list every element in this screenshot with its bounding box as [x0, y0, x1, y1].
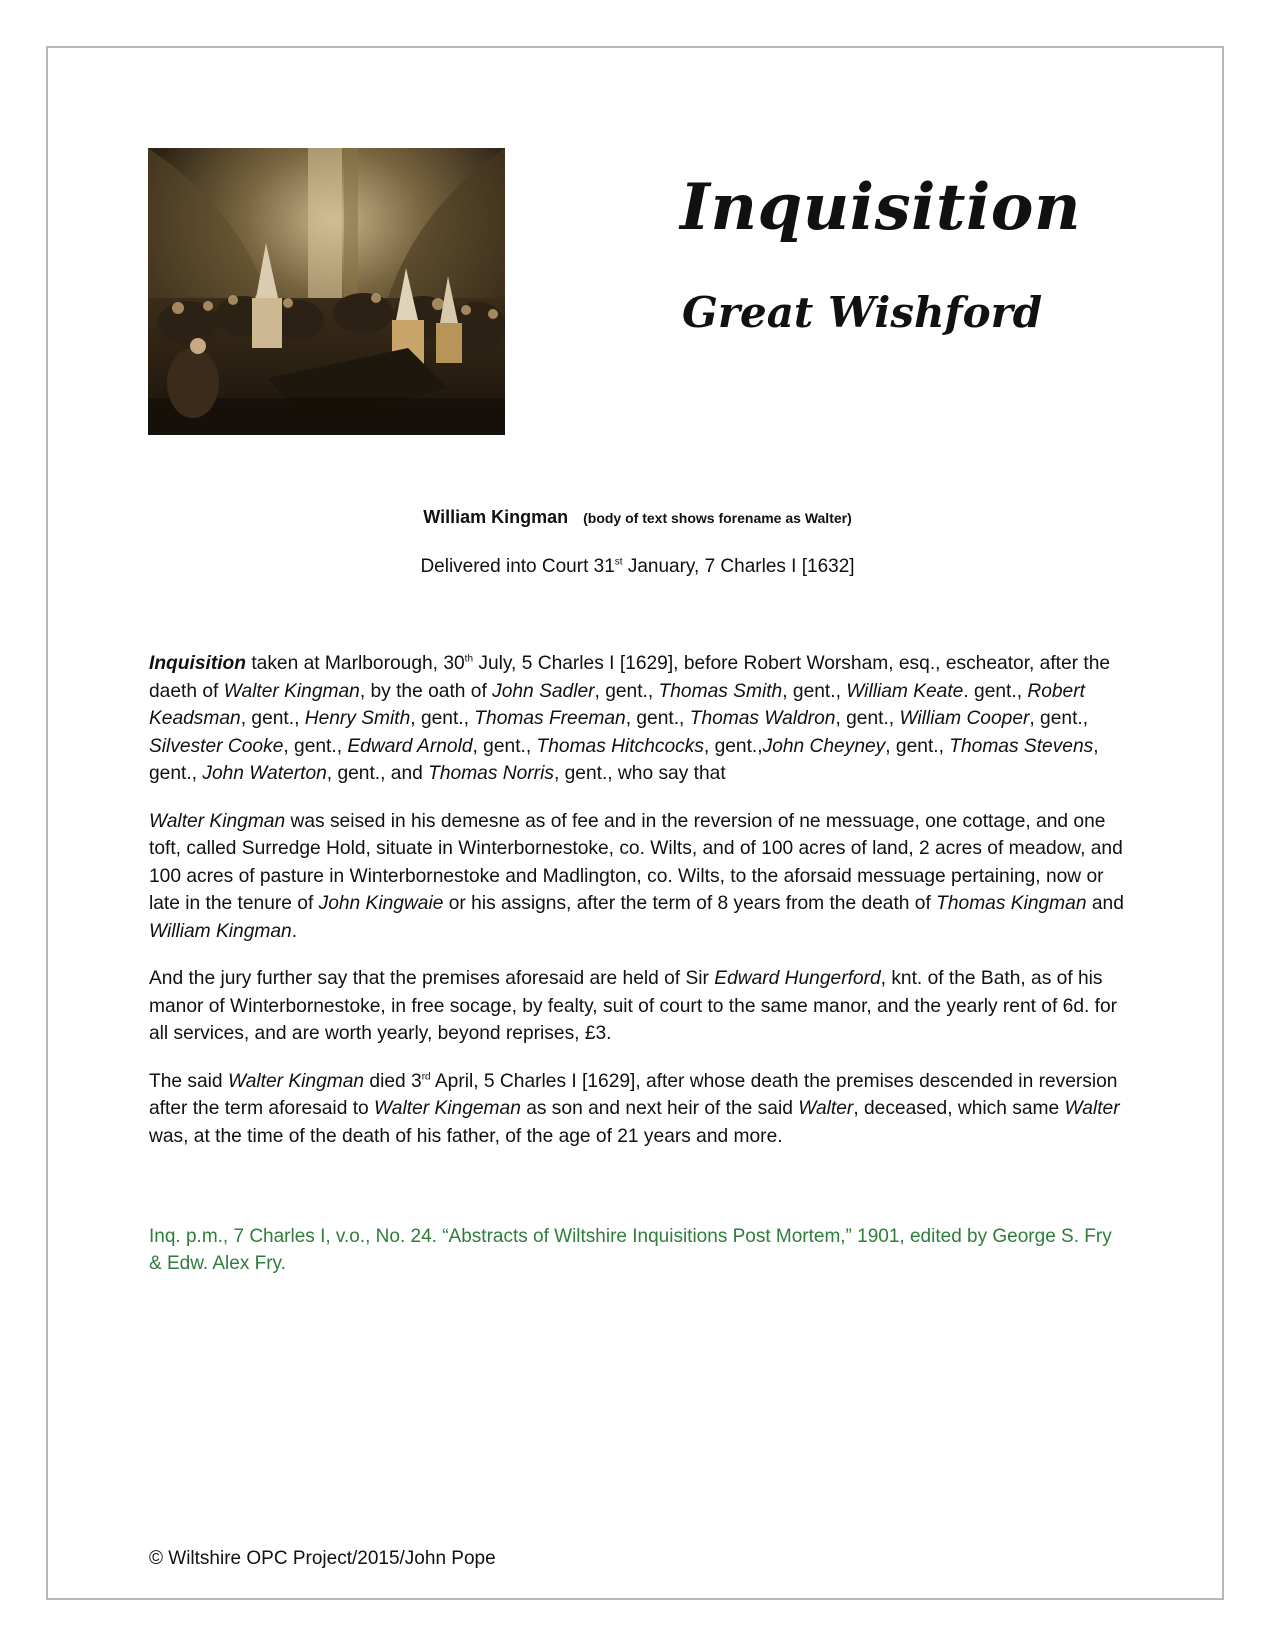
inquisition-painting	[148, 148, 505, 435]
text-run: Thomas Stevens	[949, 735, 1094, 757]
text-run: , gent.,	[703, 735, 763, 757]
text-run: Thomas Freeman	[474, 708, 626, 729]
text-run: , gent.,	[782, 680, 847, 702]
text-run: Thomas Kingman	[936, 893, 1087, 914]
record-heading	[0, 507, 1275, 528]
text-run: as son and next heir of the said	[520, 1098, 799, 1119]
copyright-notice: © Wiltshire OPC Project/2015/John Pope	[149, 1548, 496, 1569]
text-run: Thomas Smith	[658, 680, 783, 702]
text-run: William Keate	[846, 680, 964, 702]
document-body	[149, 650, 1129, 1170]
text-run: Thomas Waldron	[689, 708, 836, 729]
text-run: , gent.,	[625, 708, 690, 729]
text-run: John Cheyney	[762, 735, 886, 757]
text-run: Walter Kingman	[149, 810, 286, 832]
delivered-text-rest: January, 7 Charles I [1632]	[622, 556, 855, 577]
delivered-ordinal: st	[614, 556, 623, 568]
paragraph-death	[149, 1068, 1129, 1151]
text-run: And the jury further say that the premises aforesaid are held of Sir	[149, 968, 715, 989]
text-run: William Cooper	[899, 708, 1030, 729]
record-name-note: (body of text shows forename as Walter)	[583, 510, 852, 526]
text-run: Walter Kingman	[227, 1070, 365, 1092]
text-run: Silvester Cooke	[149, 735, 284, 757]
text-run: William Kingman	[149, 920, 292, 942]
text-run: , gent., who say that	[553, 763, 726, 784]
paragraph-seisin	[149, 808, 1129, 946]
text-run: or his assigns, after the term of 8 years from the death of	[443, 893, 937, 914]
text-run: Walter	[1064, 1098, 1120, 1119]
text-run: , gent.,	[410, 708, 475, 729]
text-run: rd	[421, 1071, 431, 1083]
text-run: and	[1086, 893, 1124, 914]
text-run: died 3	[364, 1070, 422, 1092]
text-run: John Kingwaie	[318, 893, 444, 914]
text-run: April, 5 Charles I [1629], after whose death the premises descended in reversion after the term aforesaid to	[149, 1070, 1118, 1119]
text-run: Inquisition	[149, 653, 246, 674]
paragraph-inquisition	[149, 650, 1129, 788]
text-run: The said	[149, 1070, 228, 1092]
text-run: John Waterton	[202, 763, 327, 784]
text-run: , gent.,	[472, 735, 537, 757]
text-run: , gent.,	[240, 708, 305, 729]
text-run: John Sadler	[492, 680, 595, 702]
text-run: July, 5 Charles I [1629], before Robert Worsham, esq., escheator, after the daeth of	[149, 653, 1111, 702]
page-title: Inquisition	[680, 170, 1081, 245]
text-run: Henry Smith	[304, 708, 411, 729]
text-run: Walter	[798, 1098, 854, 1119]
text-run: , gent.,	[885, 735, 950, 757]
text-run: was seised in his demesne as of fee and in the reversion of ne messuage, one cottage, and one toft, called Surredge Hold, situate in Winterbornestoke, co. Wilts, and of 100 acres of land, 2 acres of meadow, and 100 acres of pasture in Winterbornestoke and Madlington, co. Wilts, to the aforsaid messuage pertaining, now or late in the tenure of	[149, 810, 1123, 914]
page-subtitle: Great Wishford	[682, 288, 1043, 337]
source-citation: Inq. p.m., 7 Charles I, v.o., No. 24. “Abstracts of Wiltshire Inquisitions Post Mortem,” 1901, edited by George S. Fry & Edw. Alex Fry.	[149, 1226, 1112, 1274]
delivered-line	[0, 556, 1275, 578]
text-run: , gent.,	[149, 735, 1099, 784]
text-run: , gent.,	[835, 708, 900, 729]
delivered-text: Delivered into Court 31	[420, 556, 615, 577]
text-run: was, at the time of the death of his father, of the age of 21 years and more.	[149, 1125, 783, 1147]
text-run: , gent., and	[326, 763, 429, 784]
paragraph-tenure	[149, 965, 1129, 1048]
text-run: , gent.,	[1029, 708, 1089, 729]
text-run: , deceased, which same	[853, 1098, 1065, 1119]
text-run: Edward Arnold	[347, 735, 473, 757]
text-run: Robert Keadsman	[149, 680, 1085, 729]
text-run: th	[464, 653, 474, 665]
record-name: William Kingman	[423, 507, 569, 527]
text-run: , knt. of the Bath, as of his manor of Winterbornestoke, in free socage, by fealty, suit of court to the same manor, and the yearly rent of 6d. for all services, and are worth yearly, beyond reprises, £3.	[149, 968, 1118, 1044]
text-run: Walter Kingeman	[374, 1098, 521, 1119]
text-run: , gent.,	[283, 735, 348, 757]
text-run: Edward Hungerford	[714, 968, 881, 989]
text-run: Thomas Norris	[428, 763, 554, 784]
text-run: , by the oath of	[359, 680, 493, 702]
text-run: , gent.,	[594, 680, 659, 702]
text-run: taken at Marlborough, 30	[246, 653, 465, 674]
text-run: Thomas Hitchcocks	[536, 735, 704, 757]
text-run: . gent.,	[963, 680, 1028, 702]
text-run: .	[291, 920, 298, 942]
text-run: Walter Kingman	[223, 680, 360, 702]
